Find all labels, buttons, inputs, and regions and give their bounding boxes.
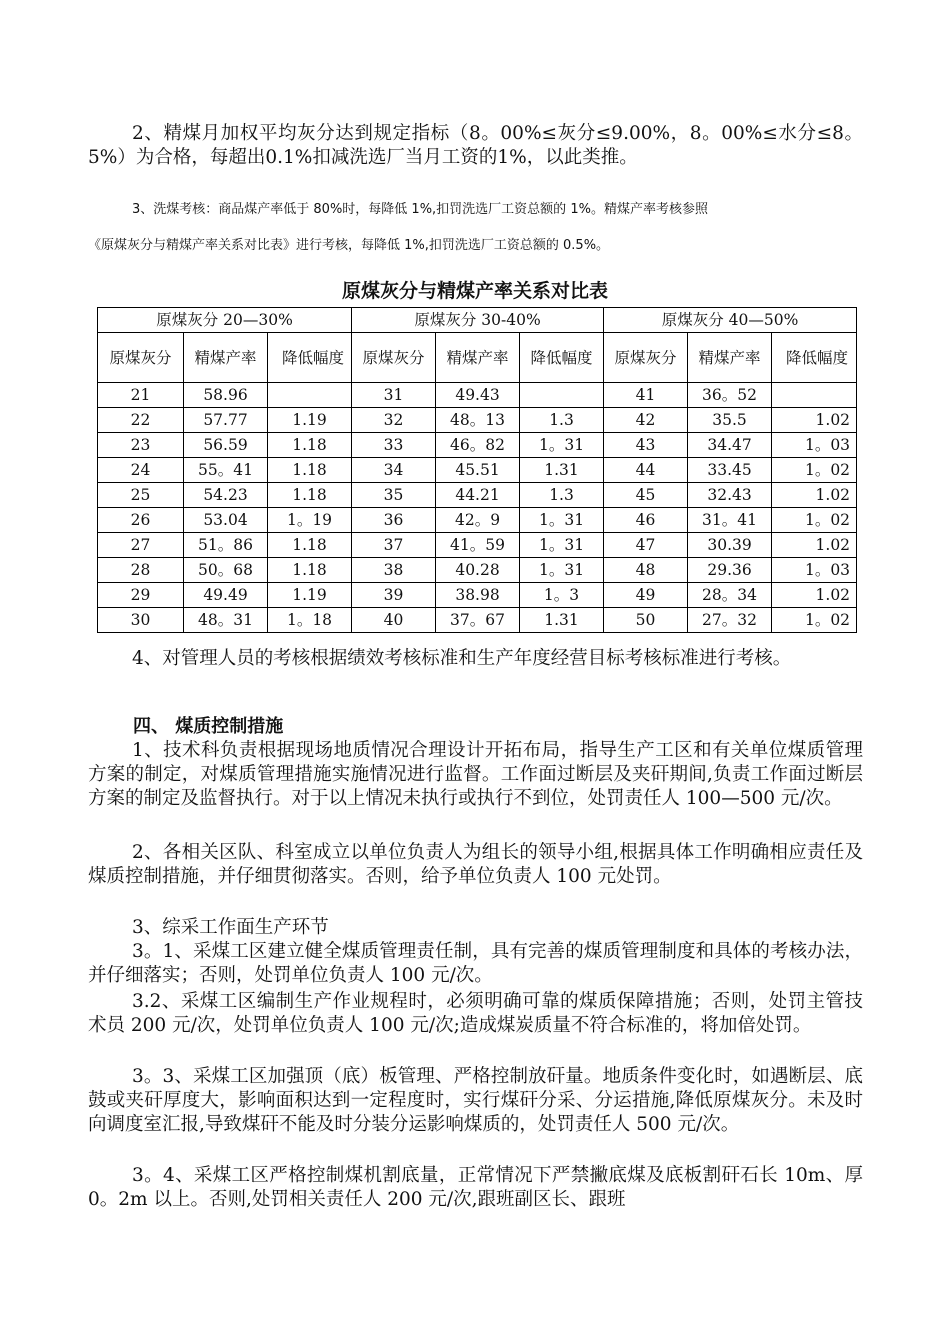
- subheader-cell: 精煤产率: [688, 333, 772, 383]
- table-cell: 35.5: [688, 408, 772, 433]
- table-cell: 44: [604, 458, 688, 483]
- table-cell: 45: [604, 483, 688, 508]
- section-item-3-3: 3。3、采煤工区加强顶（底）板管理、严格控制放矸量。地质条件变化时，如遇断层、底鼓或夹矸厚度大，影响面积达到一定程度时，实行煤矸分采、分运措施,降低原煤灰分。未及时向调度室汇报,导致煤矸不能及时分装分运影响煤质的，处罚责任人 500 元/次。: [88, 1066, 863, 1135]
- table-cell: 56.59: [184, 433, 268, 458]
- table-cell: 48: [604, 558, 688, 583]
- paragraph-3-continuation: 《原煤灰分与精煤产率关系对比表》进行考核，每降低 1%,扣罚洗选厂工资总额的 0.5%。: [88, 238, 610, 253]
- table-cell: 45.51: [436, 458, 520, 483]
- table-cell: 31: [352, 383, 436, 408]
- table-cell: 1.3: [520, 408, 604, 433]
- table-cell: [520, 383, 604, 408]
- table-cell: 33: [352, 433, 436, 458]
- section-item-3-1: 3。1、采煤工区建立健全煤质管理责任制，具有完善的煤质管理制度和具体的考核办法，并仔细落实；否则，处罚单位负责人 100 元/次。: [88, 941, 863, 986]
- table-cell: 1。31: [520, 433, 604, 458]
- table-cell: 44.21: [436, 483, 520, 508]
- table-cell: 29.36: [688, 558, 772, 583]
- table-cell: 42: [604, 408, 688, 433]
- section-item-3-2: 3.2、采煤工区编制生产作业规程时，必须明确可靠的煤质保障措施；否则，处罚主管技术员 200 元/次，处罚单位负责人 100 元/次;造成煤炭质量不符合标准的，将加倍处罚。: [88, 991, 863, 1036]
- table-cell: 48。13: [436, 408, 520, 433]
- table-cell: 24: [98, 458, 184, 483]
- table-cell: 1。19: [268, 508, 352, 533]
- table-cell: 1。03: [772, 433, 857, 458]
- subheader-cell: 降低幅度: [772, 333, 857, 383]
- table-row: [98, 583, 857, 608]
- subheader-cell: 原煤灰分: [604, 333, 688, 383]
- table-cell: 1.19: [268, 408, 352, 433]
- table-cell: 1.18: [268, 433, 352, 458]
- table-row: [98, 608, 857, 633]
- table-cell: 46: [604, 508, 688, 533]
- table-cell: 1。31: [520, 508, 604, 533]
- subheader-cell: 精煤产率: [184, 333, 268, 383]
- table-row: [98, 483, 857, 508]
- table-row: [98, 508, 857, 533]
- table-row: [98, 383, 857, 408]
- table-cell: 1.02: [772, 533, 857, 558]
- table-cell: 43: [604, 433, 688, 458]
- subheader-cell: 原煤灰分: [352, 333, 436, 383]
- section-heading-coal-quality: 四、 煤质控制措施: [133, 716, 284, 737]
- section-item-3-4: 3。4、采煤工区严格控制煤机割底量，正常情况下严禁撇底煤及底板割矸石长 10m、厚 0。2m 以上。否则,处罚相关责任人 200 元/次,跟班副区长、跟班: [88, 1165, 863, 1210]
- subheader-cell: 精煤产率: [436, 333, 520, 383]
- table-cell: 28: [98, 558, 184, 583]
- table-cell: 35: [352, 483, 436, 508]
- table-cell: 1。02: [772, 458, 857, 483]
- table-cell: 31。41: [688, 508, 772, 533]
- group-header-cell: 原煤灰分 20—30%: [98, 308, 352, 333]
- table-cell: 40: [352, 608, 436, 633]
- table-cell: 28。34: [688, 583, 772, 608]
- table-cell: 49: [604, 583, 688, 608]
- table-cell: [772, 383, 857, 408]
- table-cell: 27。32: [688, 608, 772, 633]
- table-cell: 34: [352, 458, 436, 483]
- table-cell: 1。03: [772, 558, 857, 583]
- table-cell: 1.3: [520, 483, 604, 508]
- table-cell: 58.96: [184, 383, 268, 408]
- table-cell: 41: [604, 383, 688, 408]
- table-cell: [268, 383, 352, 408]
- table-cell: 42。9: [436, 508, 520, 533]
- table-cell: 1。31: [520, 533, 604, 558]
- table-subheader-row: [98, 333, 857, 383]
- table-cell: 50: [604, 608, 688, 633]
- table-cell: 39: [352, 583, 436, 608]
- group-header-cell: 原煤灰分 30-40%: [352, 308, 604, 333]
- table-cell: 1。3: [520, 583, 604, 608]
- table-cell: 21: [98, 383, 184, 408]
- table-cell: 1.19: [268, 583, 352, 608]
- subheader-cell: 降低幅度: [268, 333, 352, 383]
- table-cell: 32: [352, 408, 436, 433]
- table-cell: 1。18: [268, 608, 352, 633]
- table-cell: 30.39: [688, 533, 772, 558]
- table-cell: 34.47: [688, 433, 772, 458]
- table-row: [98, 433, 857, 458]
- table-cell: 47: [604, 533, 688, 558]
- table-cell: 1.31: [520, 458, 604, 483]
- table-row: [98, 558, 857, 583]
- table-group-header-row: [98, 308, 857, 333]
- table-cell: 46。82: [436, 433, 520, 458]
- table-cell: 37。67: [436, 608, 520, 633]
- subheader-cell: 降低幅度: [520, 333, 604, 383]
- table-cell: 53.04: [184, 508, 268, 533]
- table-cell: 1。02: [772, 608, 857, 633]
- subheader-cell: 原煤灰分: [98, 333, 184, 383]
- table-cell: 49.49: [184, 583, 268, 608]
- table-cell: 26: [98, 508, 184, 533]
- table-cell: 54.23: [184, 483, 268, 508]
- table-cell: 23: [98, 433, 184, 458]
- section-item-3: 3、综采工作面生产环节: [132, 917, 329, 938]
- table-cell: 32.43: [688, 483, 772, 508]
- table-cell: 27: [98, 533, 184, 558]
- table-cell: 1.18: [268, 458, 352, 483]
- table-cell: 50。68: [184, 558, 268, 583]
- section-item-2: 2、各相关区队、科室成立以单位负责人为组长的领导小组,根据具体工作明确相应责任及煤质控制措施，并仔细贯彻落实。否则，给予单位负责人 100 元处罚。: [88, 842, 863, 887]
- paragraph-2-fine-coal-ash: 2、精煤月加权平均灰分达到规定指标（8。00%≤灰分≤9.00%，8。00%≤水分≤8。5%）为合格，每超出0.1%扣减洗选厂当月工资的1%，以此类推。: [88, 123, 863, 168]
- table-cell: 1.18: [268, 533, 352, 558]
- table-cell: 38.98: [436, 583, 520, 608]
- table-cell: 1.02: [772, 408, 857, 433]
- table-cell: 55。41: [184, 458, 268, 483]
- table-row: [98, 458, 857, 483]
- table-cell: 57.77: [184, 408, 268, 433]
- table-cell: 36。52: [688, 383, 772, 408]
- table-cell: 36: [352, 508, 436, 533]
- table-cell: 41。59: [436, 533, 520, 558]
- table-caption: 原煤灰分与精煤产率关系对比表: [341, 280, 608, 302]
- table-cell: 49.43: [436, 383, 520, 408]
- table-cell: 1。31: [520, 558, 604, 583]
- table-cell: 51。86: [184, 533, 268, 558]
- table-cell: 1.18: [268, 558, 352, 583]
- table-cell: 25: [98, 483, 184, 508]
- paragraph-3-coal-washing: 3、洗煤考核：商品煤产率低于 80%时，每降低 1%,扣罚洗选厂工资总额的 1%。精煤产率考核参照: [132, 202, 708, 217]
- table-cell: 1。02: [772, 508, 857, 533]
- table-cell: 37: [352, 533, 436, 558]
- table-row: [98, 408, 857, 433]
- table-cell: 48。31: [184, 608, 268, 633]
- table-cell: 1.02: [772, 483, 857, 508]
- table-cell: 40.28: [436, 558, 520, 583]
- table-cell: 1.18: [268, 483, 352, 508]
- table-cell: 38: [352, 558, 436, 583]
- paragraph-4-management: 4、对管理人员的考核根据绩效考核标准和生产年度经营目标考核标准进行考核。: [132, 648, 792, 669]
- table-cell: 1.31: [520, 608, 604, 633]
- table-cell: 22: [98, 408, 184, 433]
- table-cell: 1.02: [772, 583, 857, 608]
- table-cell: 29: [98, 583, 184, 608]
- table-cell: 30: [98, 608, 184, 633]
- section-item-1: 1、技术科负责根据现场地质情况合理设计开拓布局，指导生产工区和有关单位煤质管理方案的制定，对煤质管理措施实施情况进行监督。工作面过断层及夹矸期间,负责工作面过断层方案的制定及监督执行。对于以上情况未执行或执行不到位，处罚责任人 100—500 元/次。: [88, 740, 863, 809]
- ash-yield-table: [97, 307, 857, 633]
- table-cell: 33.45: [688, 458, 772, 483]
- table-row: [98, 533, 857, 558]
- group-header-cell: 原煤灰分 40—50%: [604, 308, 857, 333]
